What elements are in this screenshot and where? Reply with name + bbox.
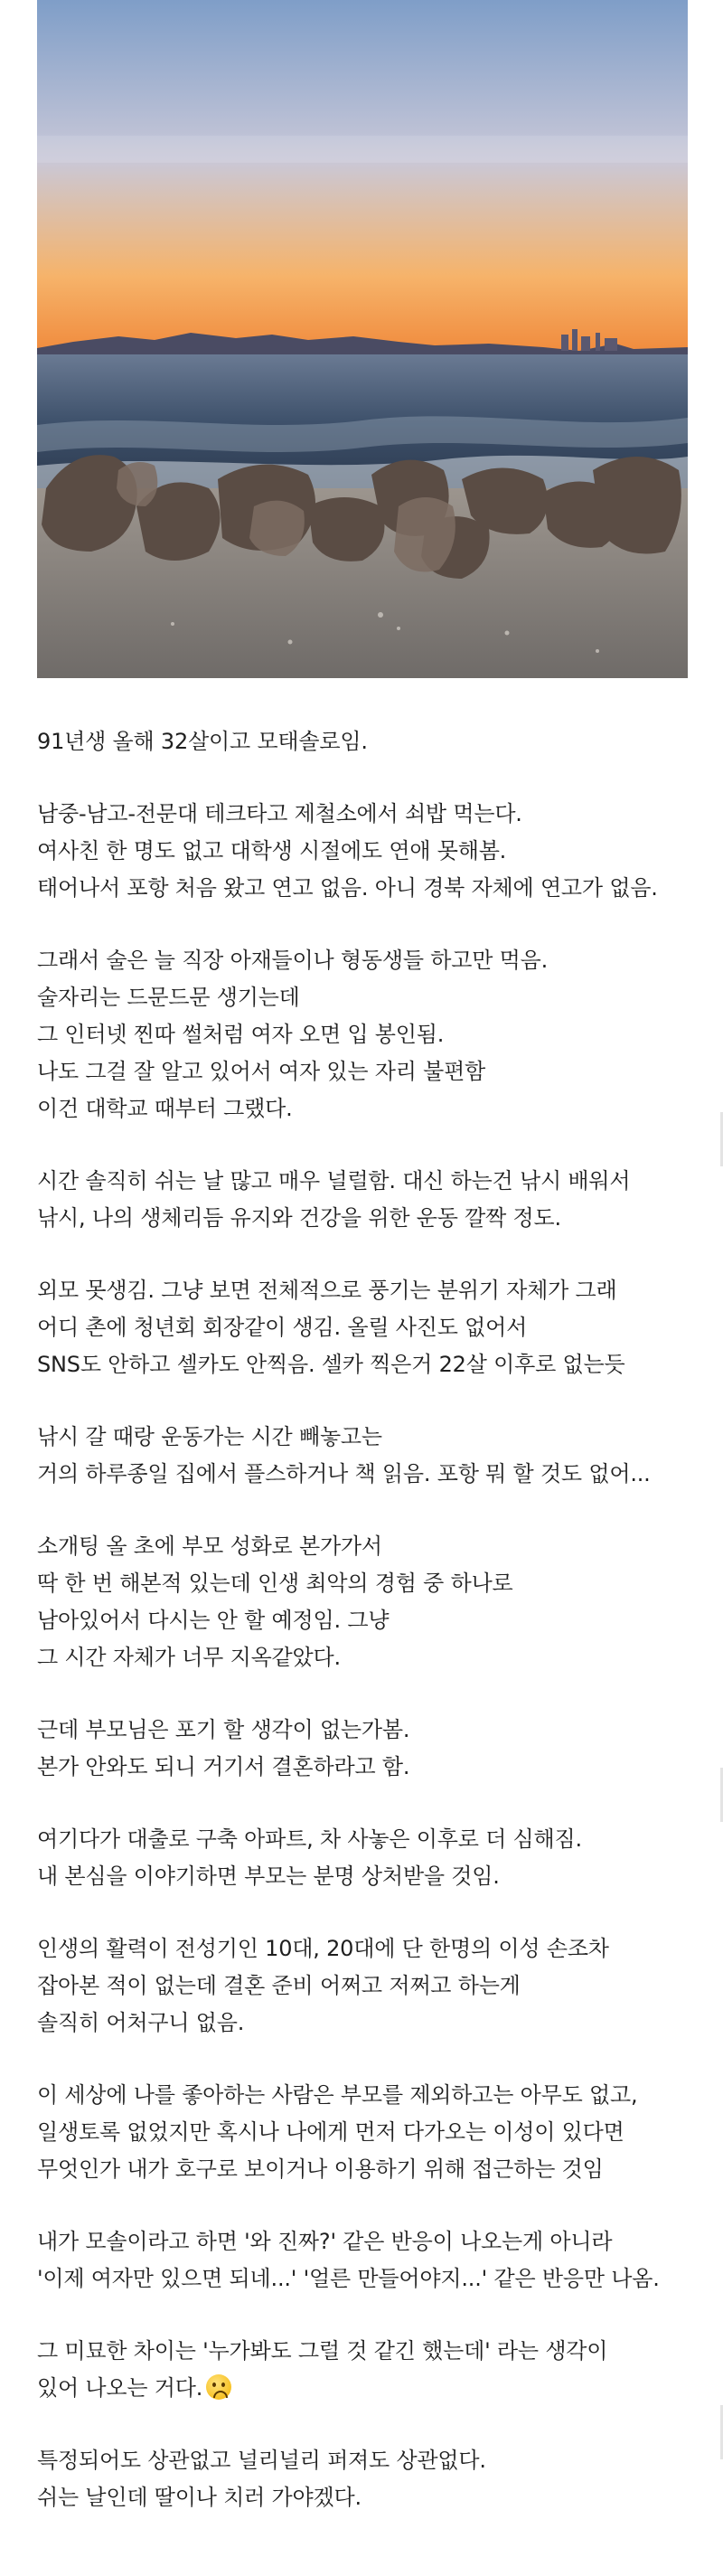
paragraph [37,1821,697,1895]
text-line: 시간 솔직히 쉬는 날 많고 매우 널럴함. 대신 하는건 낚시 배워서 [37,1168,631,1194]
paragraph [37,723,697,760]
text-line: 어디 촌에 청년회 회장같이 생김. 올릴 사진도 없어서 [37,1315,528,1340]
paragraph [37,2333,697,2407]
text-line: 남아있어서 다시는 안 할 예정임. 그냥 [37,1608,390,1633]
text-line: 이 세상에 나를 좋아하는 사람은 부모를 제외하고는 아무도 없고, [37,2082,638,2108]
text-line: 인생의 활력이 전성기인 10대, 20대에 단 한명의 이성 손조차 [37,1936,609,1961]
text-line: 남중-남고-전문대 테크타고 제철소에서 쇠밥 먹는다. [37,801,522,826]
text-line: 낚시 갈 때랑 운동가는 시간 빼놓고는 [37,1424,382,1449]
text-line: 태어나서 포항 처음 왔고 연고 없음. 아니 경북 자체에 연고가 없음. [37,875,658,901]
text-line: 쉬는 날인데 딸이나 치러 가야겠다. [37,2485,362,2510]
text-line: 소개팅 올 초에 부모 성화로 본가가서 [37,1533,382,1559]
text-line: 딱 한 번 해본적 있는데 인생 최악의 경험 중 하나로 [37,1571,513,1596]
text-line: 본가 안와도 되니 거기서 결혼하라고 함. [37,1754,410,1779]
text-line: SNS도 안하고 셀카도 안찍음. 셀카 찍은거 22살 이후로 없는듯 [37,1352,625,1377]
paragraph [37,2077,697,2188]
text-line: 내 본심을 이야기하면 부모는 분명 상처받을 것임. [37,1864,500,1889]
text-line: 내가 모솔이라고 하면 '와 진짜?' 같은 반응이 나오는게 아니라 [37,2229,613,2254]
text-line: 잡아본 적이 없는데 결혼 준비 어쩌고 저쩌고 하는게 [37,1973,521,1998]
paragraph [37,1930,697,2042]
text-line: 나도 그걸 잘 알고 있어서 여자 있는 자리 불편함 [37,1059,486,1084]
text-line: 있어 나오는 거다. [37,2370,697,2407]
paragraph [37,2223,697,2298]
paragraph [37,1419,697,1493]
text-line: 술자리는 드문드문 생기는데 [37,985,300,1010]
text-line: 근데 부모님은 포기 할 생각이 없는가봄. [37,1717,410,1742]
paragraph [37,1528,697,1676]
article-body [37,723,697,2552]
text-line: 솔직히 어처구니 없음. [37,2010,245,2035]
paragraph [37,1712,697,1786]
text-line: 낚시, 나의 생체리듬 유지와 건강을 위한 운동 깔짝 정도. [37,1205,561,1231]
text-line: 이건 대학교 때부터 그랬다. [37,1096,293,1121]
text-line: 여기다가 대출로 구축 아파트, 차 사놓은 이후로 더 심해짐. [37,1826,582,1852]
paragraph [37,1163,697,1237]
text-line: 거의 하루종일 집에서 플스하거나 책 읽음. 포항 뭐 할 것도 없어... [37,1461,651,1486]
seaside-sunset-photo [37,0,688,678]
paragraph [37,2442,697,2516]
text-line: 그 인터넷 찐따 썰처럼 여자 오면 입 봉인됨. [37,1022,445,1047]
text-line: 무엇인가 내가 호구로 보이거나 이용하기 위해 접근하는 것임 [37,2156,604,2182]
text-line: 91년생 올해 32살이고 모태솔로임. [37,729,368,754]
paragraph [37,942,697,1128]
paragraph [37,1272,697,1383]
text-line: 일생토록 없었지만 혹시나 나에게 먼저 다가오는 이성이 있다면 [37,2119,624,2145]
text-line: '이제 여자만 있으면 되네...' '얼른 만들어야지...' 같은 반응만 나옴. [37,2266,660,2291]
text-line: 그래서 술은 늘 직장 아재들이나 형동생들 하고만 먹음. [37,948,549,973]
text-line: 특정되어도 상관없고 널리널리 퍼져도 상관없다. [37,2448,486,2473]
text-line: 여사친 한 명도 없고 대학생 시절에도 연애 못해봄. [37,838,507,863]
text-line: 그 시간 자체가 너무 지옥같았다. [37,1645,341,1670]
paragraph [37,796,697,907]
sad-face-icon [206,2374,231,2400]
text-line: 외모 못생김. 그냥 보면 전체적으로 풍기는 분위기 자체가 그래 [37,1278,617,1303]
text-line: 그 미묘한 차이는 '누가봐도 그럴 것 같긴 했는데' 라는 생각이 [37,2338,608,2364]
